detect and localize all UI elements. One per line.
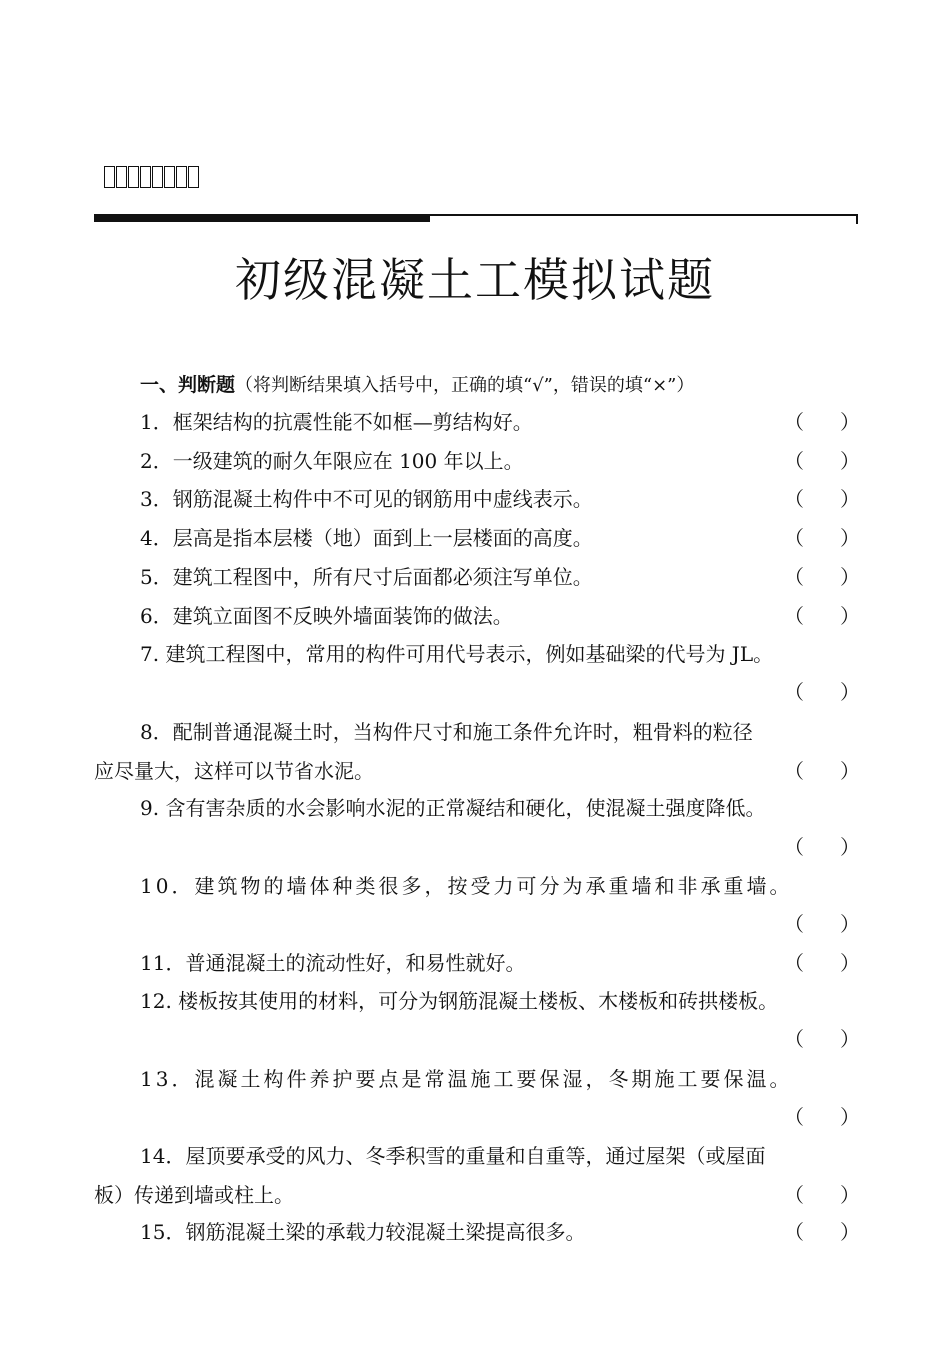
placeholder-glyph <box>116 166 127 188</box>
paren-close: ） <box>840 680 860 704</box>
paren-close: ） <box>840 1220 860 1244</box>
question-11: 11．普通混凝土的流动性好，和易性就好。 <box>140 951 526 975</box>
paren-open: （ <box>784 912 804 936</box>
header-placeholder-glyphs <box>104 166 200 188</box>
paren-open: （ <box>784 1220 804 1244</box>
paren-close: ） <box>840 449 860 473</box>
paren-close: ） <box>840 604 860 628</box>
paren-open: （ <box>784 835 804 859</box>
paren-open: （ <box>784 449 804 473</box>
question-3: 3．钢筋混凝土构件中不可见的钢筋用中虚线表示。 <box>140 487 593 511</box>
section-heading-label: 一、判断题 <box>140 374 236 396</box>
question-5: 5．建筑工程图中，所有尺寸后面都必须注写单位。 <box>140 565 593 589</box>
paren-open: （ <box>784 759 804 783</box>
header-rule-thick <box>94 214 430 222</box>
paren-close: ） <box>840 487 860 511</box>
paren-close: ） <box>840 410 860 434</box>
placeholder-glyph <box>188 166 199 188</box>
placeholder-glyph <box>164 166 175 188</box>
question-9: 9. 含有害杂质的水会影响水泥的正常凝结和硬化，使混凝土强度降低。 <box>140 796 766 820</box>
question-7: 7. 建筑工程图中，常用的构件可用代号表示，例如基础梁的代号为 JL。 <box>140 642 774 666</box>
header-rule-tick <box>856 214 858 224</box>
question-14: 14．屋顶要承受的风力、冬季积雪的重量和自重等，通过屋架（或屋面 <box>140 1144 766 1168</box>
paren-open: （ <box>784 1105 804 1129</box>
paren-close: ） <box>840 912 860 936</box>
question-8: 8．配制普通混凝土时，当构件尺寸和施工条件允许时，粗骨料的粒径 <box>140 720 753 744</box>
paren-close: ） <box>840 1105 860 1129</box>
section-heading <box>140 370 694 397</box>
question-15: 15．钢筋混凝土梁的承载力较混凝土梁提高很多。 <box>140 1220 586 1244</box>
question-4: 4．层高是指本层楼（地）面到上一层楼面的高度。 <box>140 526 593 550</box>
question-8-continued: 应尽量大，这样可以节省水泥。 <box>94 759 374 783</box>
placeholder-glyph <box>152 166 163 188</box>
paren-open: （ <box>784 680 804 704</box>
paren-close: ） <box>840 951 860 975</box>
paren-close: ） <box>840 759 860 783</box>
paren-close: ） <box>840 526 860 550</box>
paren-open: （ <box>784 410 804 434</box>
question-1: 1．框架结构的抗震性能不如框—剪结构好。 <box>140 410 533 434</box>
placeholder-glyph <box>176 166 187 188</box>
question-6: 6．建筑立面图不反映外墙面装饰的做法。 <box>140 604 513 628</box>
question-10: 10．建筑物的墙体种类很多，按受力可分为承重墙和非承重墙。 <box>140 874 793 898</box>
paren-open: （ <box>784 951 804 975</box>
section-instructions: （将判断结果填入括号中，正确的填“√”，错误的填“×”） <box>235 375 695 396</box>
paren-close: ） <box>840 1027 860 1051</box>
placeholder-glyph <box>104 166 115 188</box>
placeholder-glyph <box>140 166 151 188</box>
placeholder-glyph <box>128 166 139 188</box>
paren-open: （ <box>784 1027 804 1051</box>
question-14-continued: 板）传递到墙或柱上。 <box>94 1183 294 1207</box>
paren-close: ） <box>840 835 860 859</box>
paren-open: （ <box>784 526 804 550</box>
page-title: 初级混凝土工模拟试题 <box>235 253 715 307</box>
paren-open: （ <box>784 1183 804 1207</box>
question-13: 13．混凝土构件养护要点是常温施工要保湿，冬期施工要保温。 <box>140 1067 793 1091</box>
question-2: 2．一级建筑的耐久年限应在 100 年以上。 <box>140 449 524 473</box>
paren-open: （ <box>784 604 804 628</box>
paren-close: ） <box>840 565 860 589</box>
question-12: 12. 楼板按其使用的材料，可分为钢筋混凝土楼板、木楼板和砖拱楼板。 <box>140 989 779 1013</box>
header-rule-thin <box>430 214 858 216</box>
paren-close: ） <box>840 1183 860 1207</box>
paren-open: （ <box>784 487 804 511</box>
paren-open: （ <box>784 565 804 589</box>
